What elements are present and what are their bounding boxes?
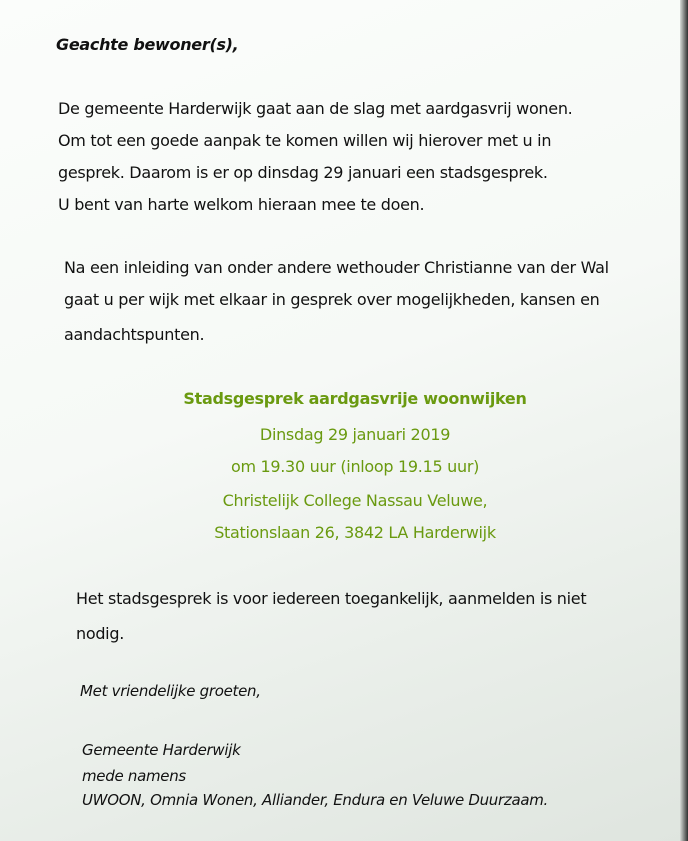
signature-line: mede namens <box>82 767 186 785</box>
paragraph-line: nodig. <box>76 624 124 643</box>
event-venue: Christelijk College Nassau Veluwe, <box>222 491 488 510</box>
paragraph-line: De gemeente Harderwijk gaat aan de slag met aardgasvrij wonen. <box>58 99 573 118</box>
paragraph-line: gaat u per wijk met elkaar in gesprek over mogelijkheden, kansen en <box>64 290 600 309</box>
paragraph-line: aandachtspunten. <box>64 325 205 344</box>
page-edge-shadow <box>680 0 688 841</box>
event-date: Dinsdag 29 januari 2019 <box>259 425 451 444</box>
paragraph-line: U bent van harte welkom hieraan mee te doen. <box>58 195 425 214</box>
event-address: Stationslaan 26, 3842 LA Harderwijk <box>214 523 496 542</box>
event-title: Stadsgesprek aardgasvrije woonwijken <box>183 389 527 408</box>
paragraph-line: Na een inleiding van onder andere wethouder Christianne van der Wal <box>64 258 609 277</box>
paragraph-line: gesprek. Daarom is er op dinsdag 29 januari een stadsgesprek. <box>58 163 548 182</box>
paragraph-line: Om tot een goede aanpak te komen willen wij hierover met u in <box>58 131 552 150</box>
event-time: om 19.30 uur (inloop 19.15 uur) <box>230 457 480 476</box>
signature-line: UWOON, Omnia Wonen, Alliander, Endura en Veluwe Duurzaam. <box>82 791 549 809</box>
signature-line: Gemeente Harderwijk <box>82 741 241 759</box>
closing: Met vriendelijke groeten, <box>80 682 261 700</box>
paragraph-line: Het stadsgesprek is voor iedereen toegankelijk, aanmelden is niet <box>76 589 587 608</box>
greeting: Geachte bewoner(s), <box>56 35 239 54</box>
